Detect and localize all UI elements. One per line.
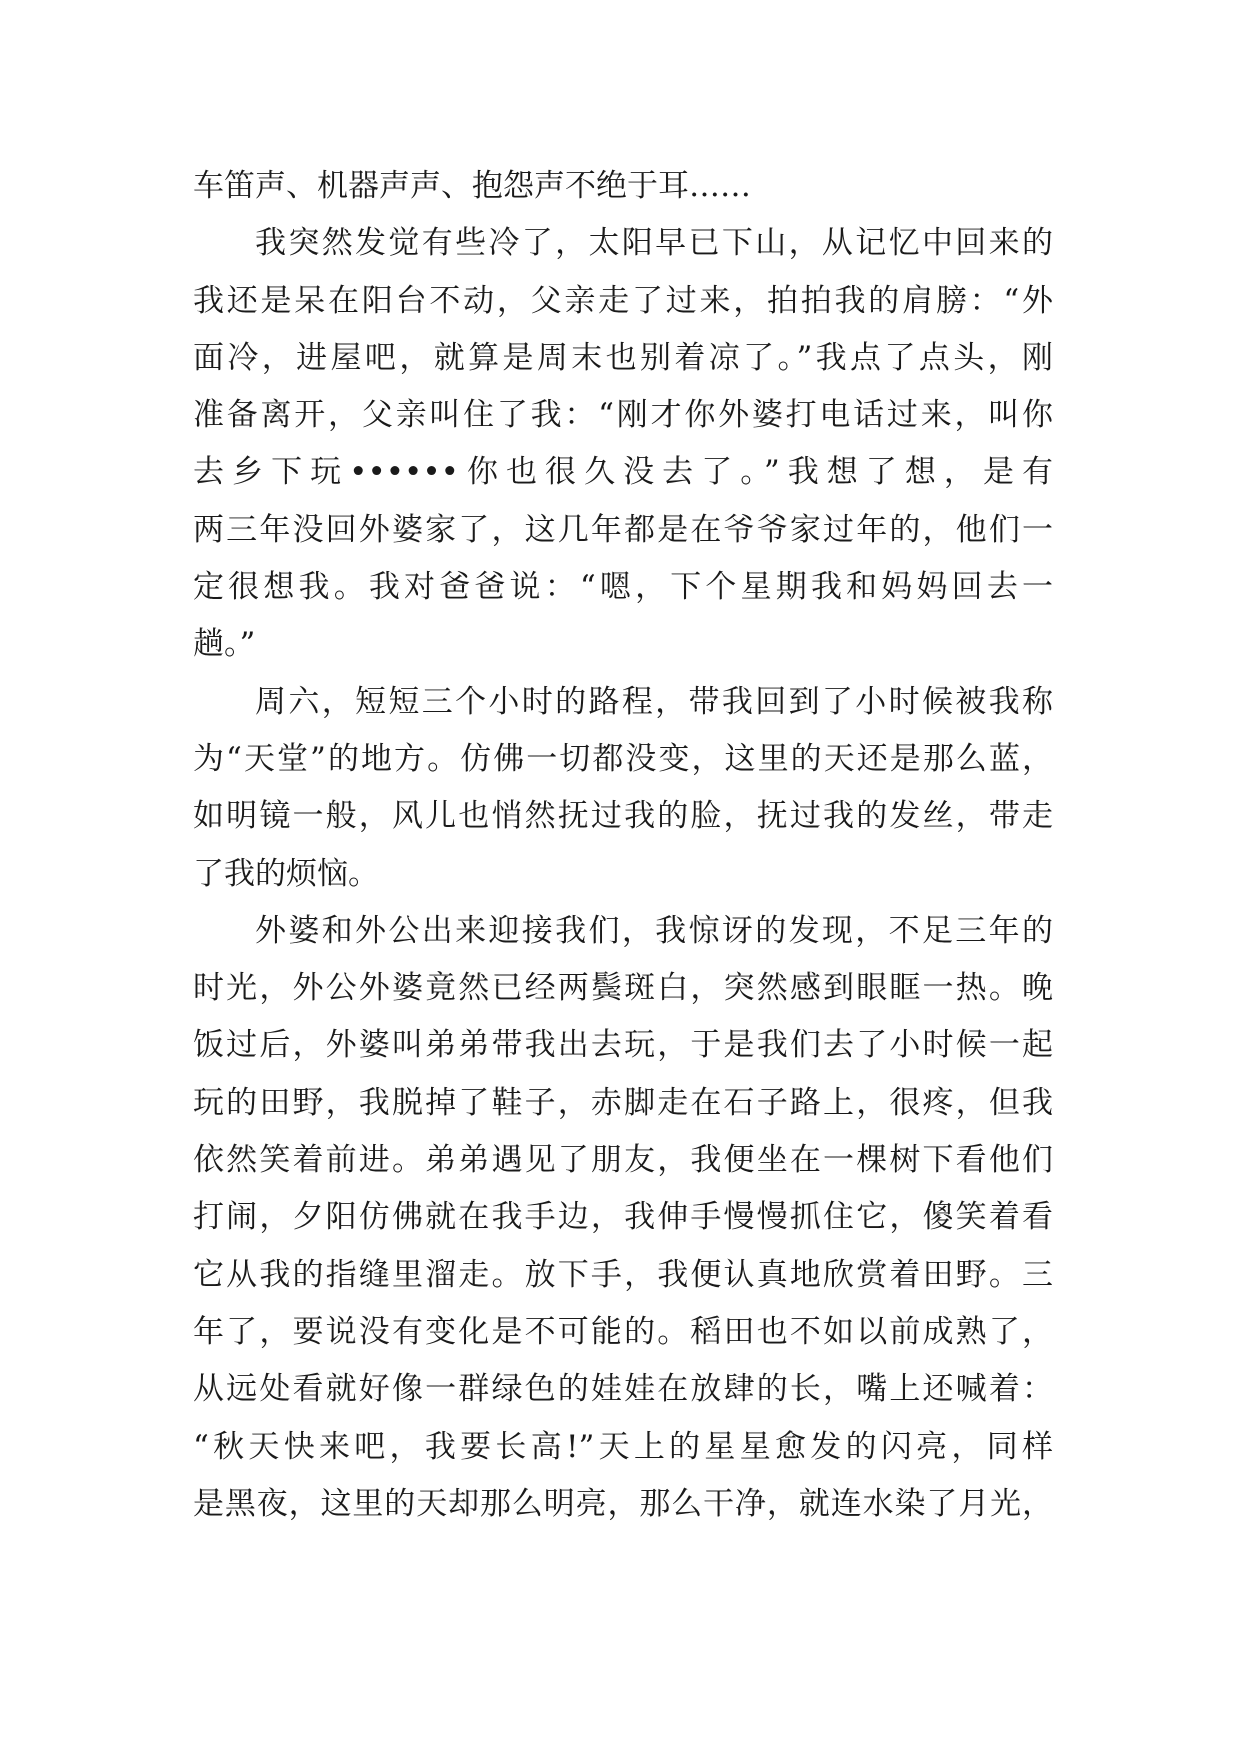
article-body [193,158,1053,1533]
text-line: 从远处看就好像一群绿色的娃娃在放肆的长，嘴上还喊着： [193,1371,1053,1408]
text-line: 是黑夜，这里的天却那么明亮，那么干净，就连水染了月光， [193,1485,1053,1522]
text-line: 两三年没回外婆家了，这几年都是在爷爷家过年的，他们一 [193,511,1053,548]
text-line: 时光，外公外婆竟然已经两鬓斑白，突然感到眼眶一热。晚 [193,970,1053,1007]
text-line: 为“天堂”的地方。仿佛一切都没变，这里的天还是那么蓝， [193,740,1053,777]
text-line: 如明镜一般，风儿也悄然抚过我的脸，抚过我的发丝，带走 [193,798,1053,835]
text-line: 去乡下玩••••••你也很久没去了。”我想了想，是有 [193,454,1053,491]
text-line: 打闹，夕阳仿佛就在我手边，我伸手慢慢抓住它，傻笑着看 [193,1199,1053,1236]
text-line: 饭过后，外婆叫弟弟带我出去玩，于是我们去了小时候一起 [193,1027,1053,1064]
paragraph-first-line: 我突然发觉有些冷了，太阳早已下山，从记忆中回来的 [255,225,1053,262]
text-line: 年了，要说没有变化是不可能的。稻田也不如以前成熟了， [193,1313,1053,1350]
text-line: 它从我的指缝里溜走。放下手，我便认真地欣赏着田野。三 [193,1256,1053,1293]
text-line: “秋天快来吧，我要长高!”天上的星星愈发的闪亮，同样 [193,1428,1053,1465]
paragraph-first-line: 外婆和外公出来迎接我们，我惊讶的发现，不足三年的 [255,912,1053,949]
text-line: 定很想我。我对爸爸说：“嗯，下个星期我和妈妈回去一 [193,569,1053,606]
text-line: 面冷，进屋吧，就算是周末也别着凉了。”我点了点头，刚 [193,339,1053,376]
paragraph-first-line: 周六，短短三个小时的路程，带我回到了小时候被我称 [255,683,1053,720]
text-line: 玩的田野，我脱掉了鞋子，赤脚走在石子路上，很疼，但我 [193,1084,1053,1121]
text-line: 依然笑着前进。弟弟遇见了朋友，我便坐在一棵树下看他们 [193,1142,1053,1179]
text-line: 趟。” [193,626,256,663]
text-line: 准备离开，父亲叫住了我：“刚才你外婆打电话过来，叫你 [193,397,1053,434]
text-line: 车笛声、机器声声、抱怨声不绝于耳…… [193,168,751,204]
text-line: 我还是呆在阳台不动，父亲走了过来，拍拍我的肩膀：“外 [193,282,1053,319]
text-line: 了我的烦恼。 [193,855,379,892]
